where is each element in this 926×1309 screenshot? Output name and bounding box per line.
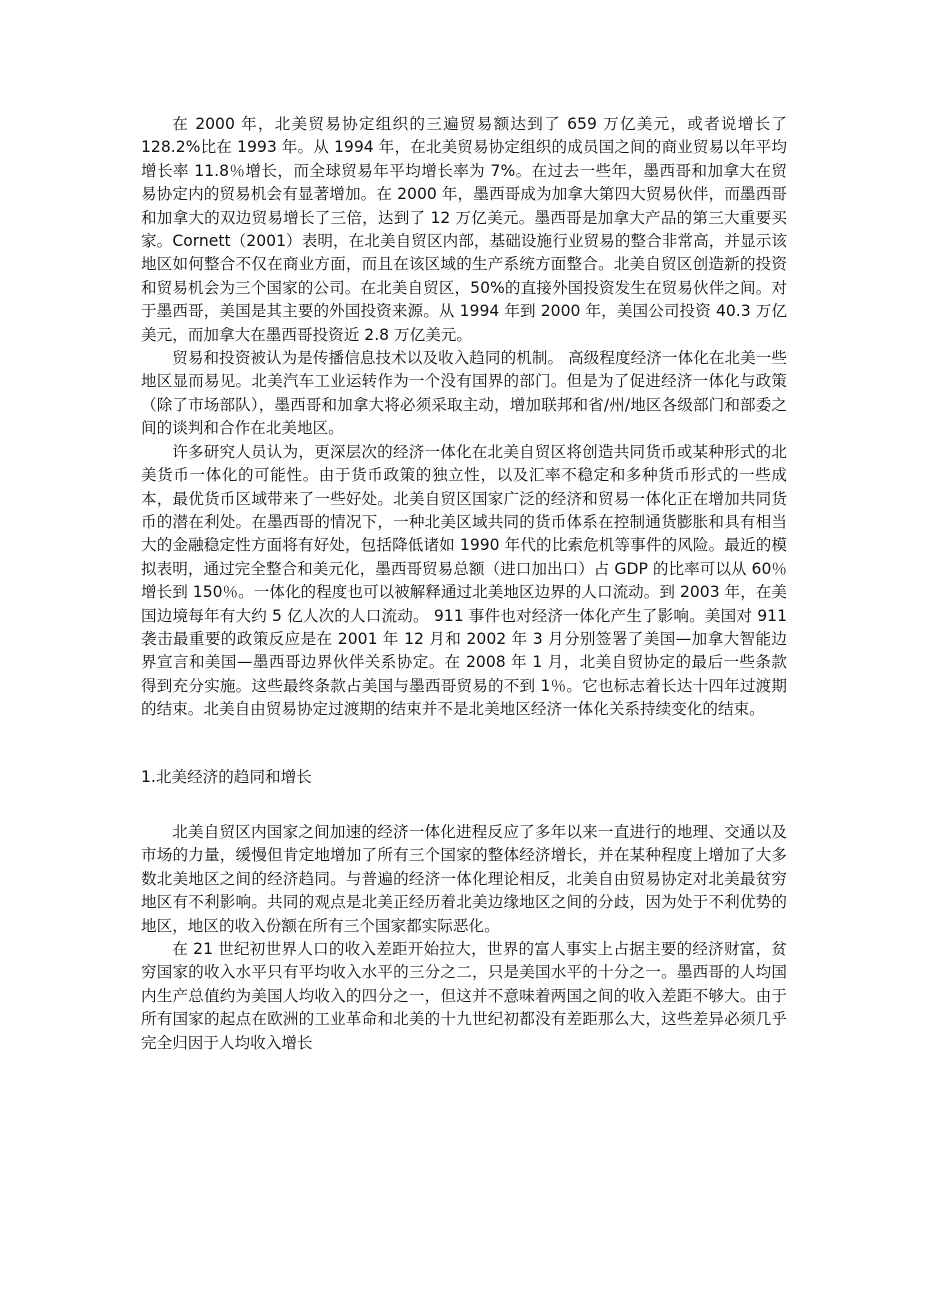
paragraph-convergence: 北美自贸区内国家之间加速的经济一体化进程反应了多年以来一直进行的地理、交通以及市场的力量，缓慢但肯定地增加了所有三个国家的整体经济增长，并在某种程度上增加了大多数北美地区之间的经济趋同。与普遍的经济一体化理论相反，北美自由贸易协定对北美最贫穷地区有不利影响。共同的观点是北美正经历着北美边缘地区之间的分歧，因为处于不利优势的地区，地区的收入份额在所有三个国家都实际恶化。 bbox=[141, 822, 787, 935]
section-heading: 1.北美经济的趋同和增长 bbox=[141, 767, 312, 786]
paragraph-trade-investment: 贸易和投资被认为是传播信息技术以及收入趋同的机制。 高级程度经济一体化在北美一些地区显而易见。北美汽车工业运转作为一个没有国界的部门。但是为了促进经济一体化与政策（除了市场部队），墨西哥和加拿大将必须采取主动，增加联邦和省/州/地区各级部门和部委之间的谈判和合作在北美地区。 bbox=[141, 349, 787, 438]
paragraph-common-currency: 许多研究人员认为，更深层次的经济一体化在北美自贸区将创造共同货币或某种形式的北美货币一体化的可能性。由于货币政策的独立性，以及汇率不稳定和多种货币形式的一些成本，最优货币区域带来了一些好处。北美自贸区国家广泛的经济和贸易一体化正在增加共同货币的潜在利处。在墨西哥的情况下，一种北美区域共同的货币体系在控制通货膨胀和具有相当大的金融稳定性方面将有好处，包括降低诸如 1990 年代的比索危机等事件的风险。最近的模拟表明，通过完全整合和美元化，墨西哥贸易总额（进口加出口）占 GDP 的比率可以从 60％增长到 150％。一体化的程度也可以被解释通过北美地区边界的人口流动。到 2003 年，在美国边境每年有大约 5 亿人次的人口流动。 911 事件也对经济一体化产生了影响。美国对 911 袭击最重要的政策反应是在 2001 年 12 月和 2002 年 3 月分别签署了美国—加拿大智能边界宣言和美国—墨西哥边界伙伴关系协定。在 2008 年 1 月，北美自贸协定的最后一些条款得到充分实施。这些最终条款占美国与墨西哥贸易的不到 1％。它也标志着长达十四年过渡期的结束。北美自由贸易协定过渡期的结束并不是北美地区经济一体化关系持续变化的结束。 bbox=[141, 442, 787, 719]
document-body bbox=[141, 113, 787, 1055]
paragraph-income-gap: 在 21 世纪初世界人口的收入差距开始拉大，世界的富人事实上占据主要的经济财富，贫穷国家的收入水平只有平均收入水平的三分之二，只是美国水平的十分之一。墨西哥的人均国内生产总值约为美国人均收入的四分之一，但这并不意味着两国之间的收入差距不够大。由于所有国家的起点在欧洲的工业革命和北美的十九世纪初都没有差距那么大，这些差异必须几乎完全归因于人均收入增长 bbox=[141, 940, 787, 1052]
paragraph-trade-volume: 在 2000 年，北美贸易协定组织的三遍贸易额达到了 659 万亿美元，或者说增长了 128.2%比在 1993 年。从 1994 年，在北美贸易协定组织的成员国之间的商业贸易以年平均增长率 11.8％增长，而全球贸易年平均增长率为 7%。在过去一些年，墨西哥和加拿大在贸易协定内的贸易机会有显著增加。在 2000 年，墨西哥成为加拿大第四大贸易伙伴，而墨西哥和加拿大的双边贸易增长了三倍，达到了 12 万亿美元。墨西哥是加拿大产品的第三大重要买家。Cornett（2001）表明，在北美自贸区内部，基础设施行业贸易的整合非常高，并显示该地区如何整合不仅在商业方面，而且在该区域的生产系统方面整合。北美自贸区创造新的投资和贸易机会为三个国家的公司。在北美自贸区，50%的直接外国投资发生在贸易伙伴之间。对于墨西哥，美国是其主要的外国投资来源。从 1994 年到 2000 年，美国公司投资 40.3 万亿美元，而加拿大在墨西哥投资近 2.8 万亿美元。 bbox=[141, 115, 787, 344]
